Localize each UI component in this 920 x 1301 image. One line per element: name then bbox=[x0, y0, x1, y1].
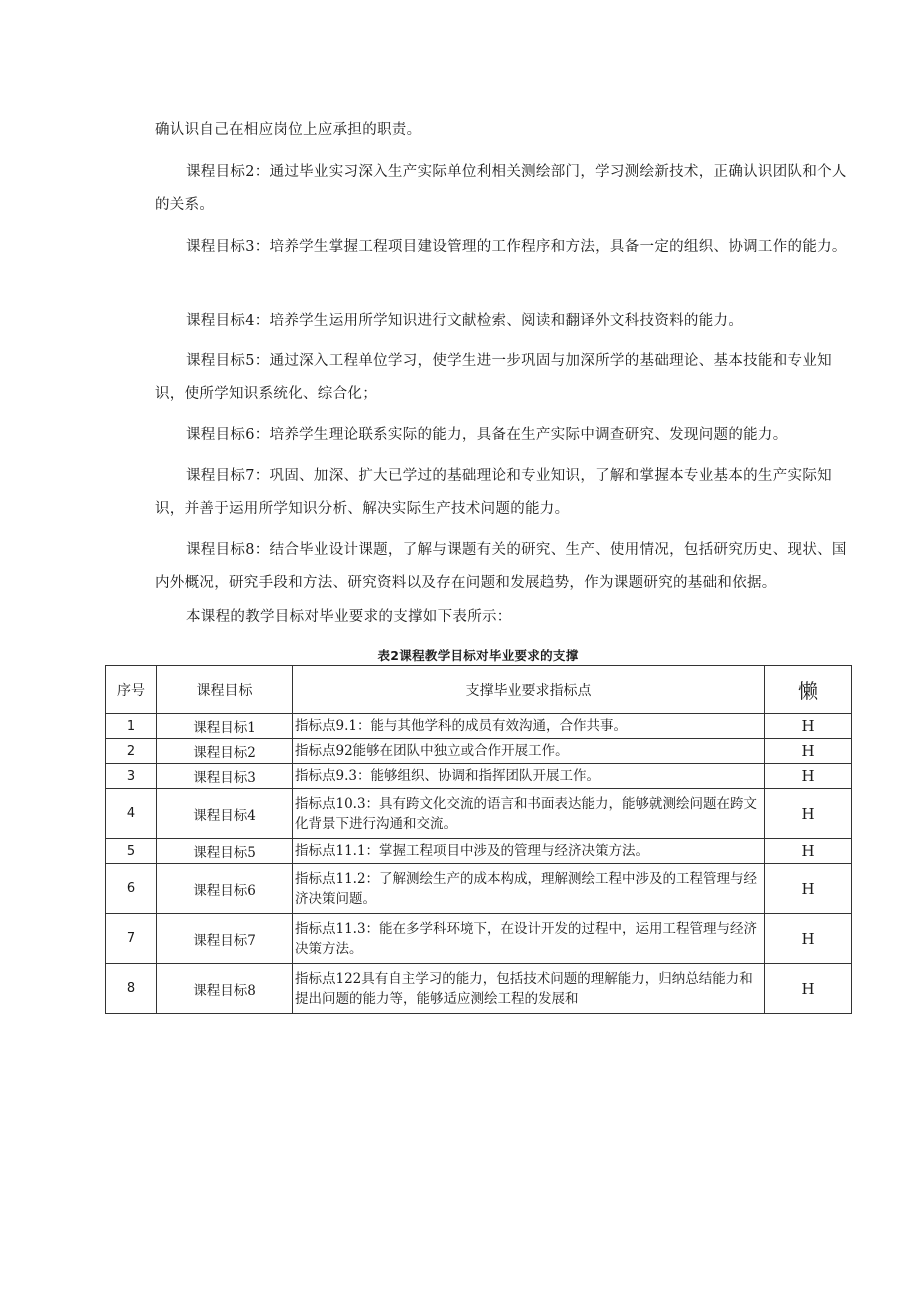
table-row bbox=[106, 964, 852, 1014]
table-caption: 表2课程教学目标对毕业要求的支撑 bbox=[377, 648, 579, 663]
row-level: H bbox=[765, 739, 852, 764]
row-no: 7 bbox=[106, 914, 157, 964]
row-goal: 课程目标7 bbox=[157, 914, 293, 964]
row-indicator: 指标点9.3：能够组织、协调和指挥团队开展工作。 bbox=[293, 764, 765, 789]
row-level: H bbox=[765, 864, 852, 914]
row-level: H bbox=[765, 914, 852, 964]
paragraph-goal-4: 课程目标4：培养学生运用所学知识进行文献检索、阅读和翻译外文科技资料的能力。 bbox=[186, 313, 744, 329]
row-indicator: 指标点92能够在团队中独立或合作开展工作。 bbox=[293, 739, 765, 764]
paragraph-goal-5: 课程目标5：通过深入工程单位学习，使学生进一步巩固与加深所学的基础理论、基本技能和专业知识，使所学知识系统化、综合化； bbox=[155, 353, 832, 402]
table-header-row bbox=[106, 666, 852, 714]
row-no: 4 bbox=[106, 789, 157, 839]
paragraph-goal-6: 课程目标6：培养学生理论联系实际的能力，具备在生产实际中调查研究、发现问题的能力。 bbox=[186, 427, 788, 443]
row-goal: 课程目标1 bbox=[157, 714, 293, 739]
header-no: 序号 bbox=[106, 666, 157, 714]
row-no: 8 bbox=[106, 964, 157, 1014]
row-no: 3 bbox=[106, 764, 157, 789]
paragraph-goal-3: 课程目标3：培养学生掌握工程项目建设管理的工作程序和方法，具备一定的组织、协调工作的能力。 bbox=[186, 239, 847, 255]
header-indicator: 支撑毕业要求指标点 bbox=[293, 666, 765, 714]
row-indicator: 指标点11.3：能在多学科环境下，在设计开发的过程中，运用工程管理与经济决策方法。 bbox=[293, 914, 765, 964]
row-no: 5 bbox=[106, 839, 157, 864]
paragraph-continuation: 确认识自己在相应岗位上应承担的职责。 bbox=[155, 122, 422, 138]
row-goal: 课程目标8 bbox=[157, 964, 293, 1014]
row-no: 2 bbox=[106, 739, 157, 764]
table-row bbox=[106, 739, 852, 764]
row-level: H bbox=[765, 714, 852, 739]
table-row bbox=[106, 914, 852, 964]
paragraph-table-intro: 本课程的教学目标对毕业要求的支撑如下表所示： bbox=[186, 609, 512, 625]
paragraph-goal-2: 课程目标2：通过毕业实习深入生产实际单位利相关测绘部门，学习测绘新技术，正确认识团队和个人的关系。 bbox=[155, 164, 847, 213]
row-indicator: 指标点9.1：能与其他学科的成员有效沟通，合作共事。 bbox=[293, 714, 765, 739]
table-row bbox=[106, 764, 852, 789]
row-goal: 课程目标5 bbox=[157, 839, 293, 864]
row-goal: 课程目标6 bbox=[157, 864, 293, 914]
table-row bbox=[106, 714, 852, 739]
row-level: H bbox=[765, 839, 852, 864]
row-indicator: 指标点122具有自主学习的能力，包括技术问题的理解能力，归纳总结能力和提出问题的能力等，能够适应测绘工程的发展和 bbox=[293, 964, 765, 1014]
row-level: H bbox=[765, 764, 852, 789]
row-no: 6 bbox=[106, 864, 157, 914]
row-indicator: 指标点11.1：掌握工程项目中涉及的管理与经济决策方法。 bbox=[293, 839, 765, 864]
row-goal: 课程目标4 bbox=[157, 789, 293, 839]
paragraph-goal-7: 课程目标7：巩固、加深、扩大已学过的基础理论和专业知识，了解和掌握本专业基本的生产实际知识，并善于运用所学知识分析、解决实际生产技术问题的能力。 bbox=[155, 468, 832, 517]
row-goal: 课程目标3 bbox=[157, 764, 293, 789]
header-level: 懒 bbox=[765, 666, 852, 714]
header-goal: 课程目标 bbox=[157, 666, 293, 714]
row-goal: 课程目标2 bbox=[157, 739, 293, 764]
support-table bbox=[105, 665, 852, 1014]
row-level: H bbox=[765, 789, 852, 839]
row-indicator: 指标点10.3：具有跨文化交流的语言和书面表达能力，能够就测绘问题在跨文化背景下进行沟通和交流。 bbox=[293, 789, 765, 839]
paragraph-goal-8: 课程目标8：结合毕业设计课题，了解与课题有关的研究、生产、使用情况，包括研究历史、现状、国内外概况，研究手段和方法、研究资料以及存在问题和发展趋势，作为课题研究的基础和依据。 bbox=[155, 542, 847, 591]
row-no: 1 bbox=[106, 714, 157, 739]
row-indicator: 指标点11.2：了解测绘生产的成本构成，理解测绘工程中涉及的工程管理与经济决策问题。 bbox=[293, 864, 765, 914]
table-row bbox=[106, 864, 852, 914]
table-row bbox=[106, 789, 852, 839]
table-row bbox=[106, 839, 852, 864]
row-level: H bbox=[765, 964, 852, 1014]
